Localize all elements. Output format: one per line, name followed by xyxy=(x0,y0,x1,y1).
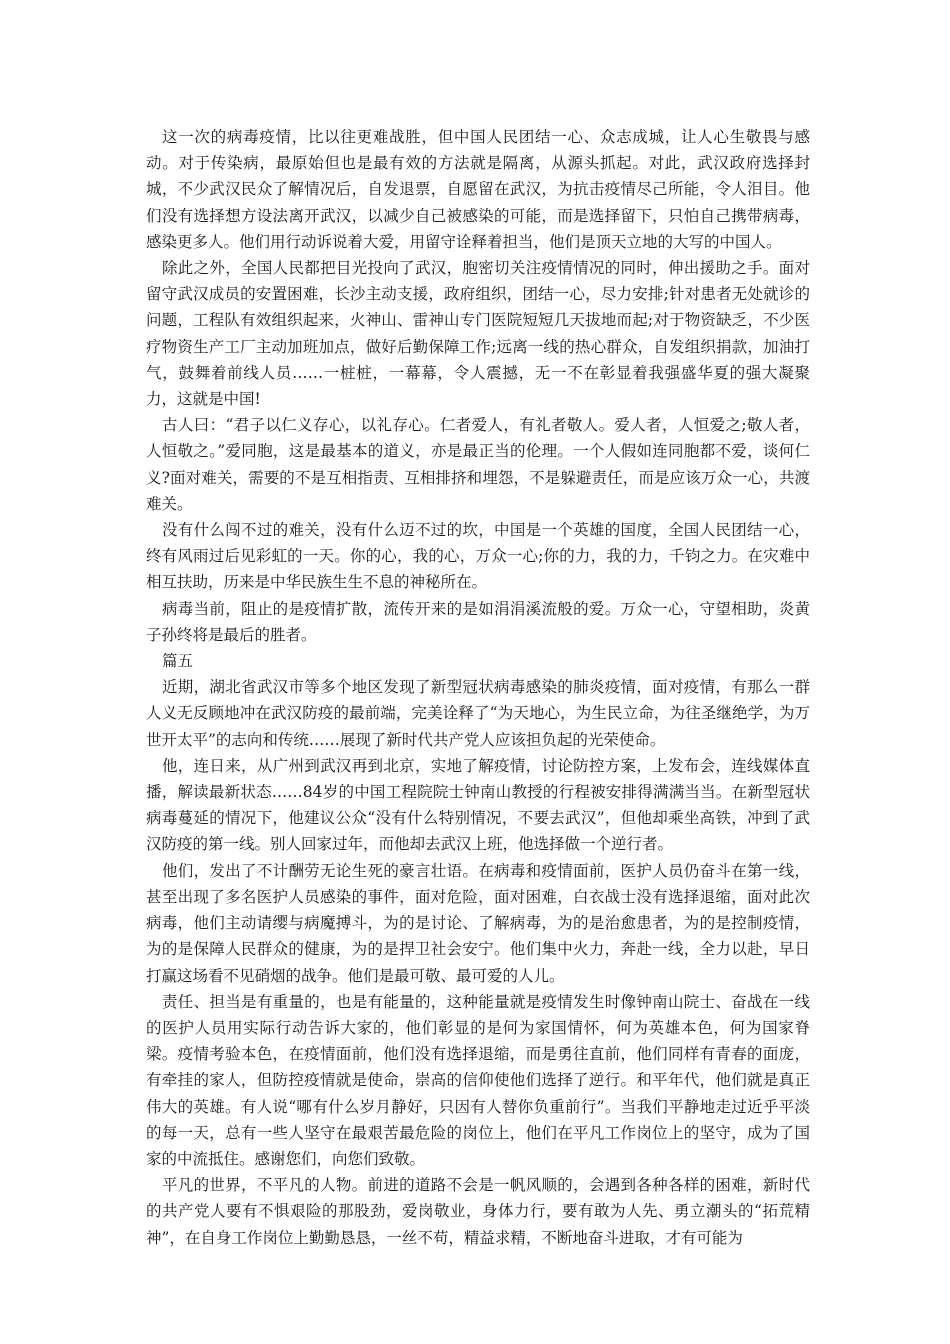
paragraph-8: 他们，发出了不计酬劳无论生死的豪言壮语。在病毒和疫情面前，医护人员仍奋斗在第一线，甚至出现了多名医护人员感染的事件，面对危险，面对困难，白衣战士没有选择退缩，面对此次病毒，他们主动请缨与病魔搏斗，为的是讨论、了解病毒，为的是治愈患者，为的是控制疫情，为的是保障人民群众的健康，为的是捍卫社会安宁。他们集中火力，奔赴一线，全力以赴，早日打赢这场看不见硝烟的战争。他们是最可敬、最可爱的人儿。 xyxy=(146,861,810,985)
paragraph-2: 除此之外，全国人民都把目光投向了武汉，胞密切关注疫情情况的同时，伸出援助之手。面对留守武汉成员的安置困难，长沙主动支援，政府组织，团结一心，尽力安排;针对患者无处就诊的问题，工程队有效组织起来，火神山、雷神山专门医院短短几天拔地而起;对于物资缺乏，不少医疗物资生产工厂主动加班加点，做好后勤保障工作;远离一线的热心群众，自发组织捐款，加油打气，鼓舞着前线人员……一桩桩，一幕幕，令人震撼，无一不在彰显着我强盛华夏的强大凝聚力，这就是中国! xyxy=(146,259,810,409)
section-heading: 篇五 xyxy=(162,652,194,671)
paragraph-3: 古人曰：“君子以仁义存心，以礼存心。仁者爱人，有礼者敬人。爱人者，人恒爱之;敬人者，人恒敬之。”爱同胞，这是最基本的道义，亦是最正当的伦理。一个人假如连同胞都不爱，谈何仁义?面对难关，需要的不是互相指责、互相排挤和埋怨，不是躲避责任，而是应该万众一心，共渡难关。 xyxy=(146,416,810,513)
paragraph-1: 这一次的病毒疫情，比以往更难战胜，但中国人民团结一心、众志成城，让人心生敬畏与感动。对于传染病，最原始但也是最有效的方法就是隔离，从源头抓起。对此，武汉政府选择封城，不少武汉民众了解情况后，自发退票，自愿留在武汉，为抗击疫情尽己所能，令人泪目。他们没有选择想方设法离开武汉，以减少自己被感染的可能，而是选择留下，只怕自己携带病毒，感染更多人。他们用行动诉说着大爱，用留守诠释着担当，他们是顶天立地的大写的中国人。 xyxy=(146,128,810,251)
paragraph-5: 病毒当前，阻止的是疫情扩散，流传开来的是如涓涓溪流般的爱。万众一心，守望相助，炎黄子孙终将是最后的胜者。 xyxy=(146,599,810,644)
paragraph-4: 没有什么闯不过的难关，没有什么迈不过的坎，中国是一个英雄的国度，全国人民团结一心，终有风雨过后见彩虹的一天。你的心，我的心，万众一心;你的力，我的力，千钧之力。在灾难中相互扶助，历来是中华民族生生不息的神秘所在。 xyxy=(146,521,810,592)
paragraph-7: 他，连日来，从广州到武汉再到北京，实地了解疫情，讨论防控方案，上发布会，连线媒体直播，解读最新状态……84岁的中国工程院院士钟南山教授的行程被安排得满满当当。在新型冠状病毒蔓延的情况下，他建议公众“没有什么特别情况，不要去武汉”，但他却乘坐高铁，冲到了武汉防疫的第一线。别人回家过年，而他却去武汉上班，他选择做一个逆行者。 xyxy=(146,756,810,854)
paragraph-6: 近期，湖北省武汉市等多个地区发现了新型冠状病毒感染的肺炎疫情，面对疫情，有那么一群人义无反顾地冲在武汉防疫的最前端，完美诠释了“为天地心，为生民立命，为往圣继绝学，为万世开太平”的志向和传统……展现了新时代共产党人应该担负起的光荣使命。 xyxy=(146,678,810,749)
paragraph-10: 平凡的世界，不平凡的人物。前进的道路不会是一帆风顺的，会遇到各种各样的困难，新时代的共产党人要有不惧艰险的那股劲，爱岗敬业，身体力行，要有敢为人先、勇立潮头的“拓荒精神”，在自身工作岗位上勤勤恳恳，一丝不苟，精益求精，不断地奋斗进取，才有可能为 xyxy=(146,1176,810,1247)
paragraph-9: 责任、担当是有重量的，也是有能量的，这种能量就是疫情发生时像钟南山院士、奋战在一线的医护人员用实际行动告诉大家的，他们彰显的是何为家国情怀，何为英雄本色，何为国家脊梁。疫情考验本色，在疫情面前，他们没有选择退缩，而是勇往直前，他们同样有青春的面庞，有牵挂的家人，但防控疫情就是使命，崇高的信仰使他们选择了逆行。和平年代，他们就是真正伟大的英雄。有人说“哪有什么岁月静好，只因有人替你负重前行”。当我们平静地走过近乎平淡的每一天，总有一些人坚守在最艰苦最危险的岗位上，他们在平凡工作岗位上的坚守，成为了国家的中流抵住。感谢您们，向您们致敬。 xyxy=(146,992,810,1168)
document-body xyxy=(146,124,810,1251)
